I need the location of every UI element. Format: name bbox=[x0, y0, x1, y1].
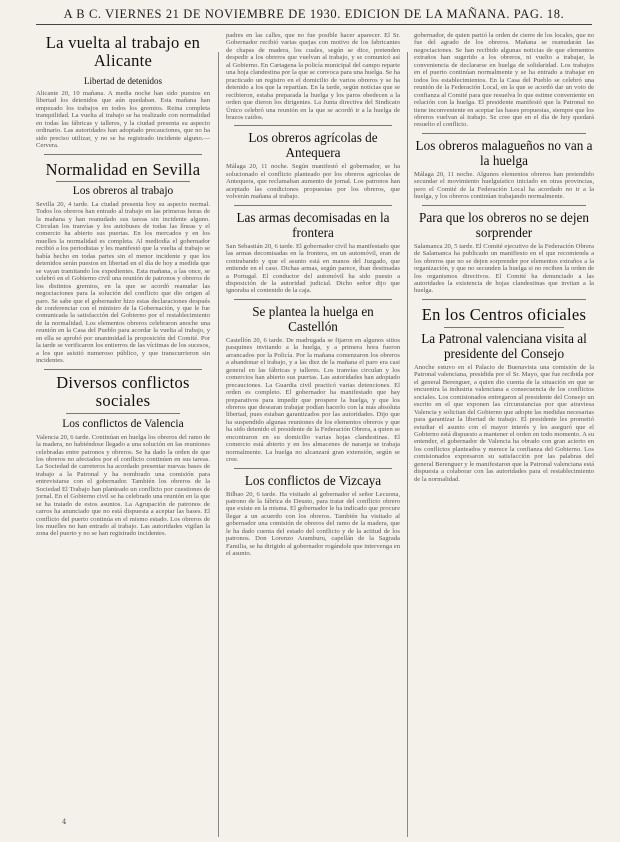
castellon-headline: Se plantea la huelga en Castellón bbox=[252, 303, 374, 334]
divider bbox=[234, 468, 392, 469]
diversos-headline: Diversos conflictos sociales bbox=[56, 372, 190, 410]
sevilla-article: Sevilla 20, 4 tarde. La ciudad presenta hoy su aspecto normal. Todos los obreros han entrado al trabajo en las primeras horas de la mañana y han reanudado sus tareas sin incidente alguno. Circulan los tranvías y los autobuses de todas las líneas y el comercio ha abierto sus puertas. En los mercados y en los muelles la normalidad es completa. Al mediodía el gobernador recibió a los periodistas y les manifestó que la vuelta al trabajo se había hecho en todas partes sin el menor incidente y que los detenidos serán puestos en libertad en el día de hoy a medida que se vayan tramitando los expedientes. Esta mañana, a las once, se celebró en el Gobierno civil una reunión de patronos y obreros de los distintos gremios, en la que se acordó reanudar las negociaciones para la solución del conflicto que dio origen al paro. Se sabe que el gobernador hizo estas declaraciones después de conferenciar con el ministro de la Gobernación, y que le fue comunicada la satisfacción del Gobierno por el restablecimiento de la normalidad. Los elementos obreros celebraron anoche una reunión en la Casa del Pueblo para acordar la vuelta al trabajo, y en ella se aprobó por unanimidad la proposición del Comité. Por la tarde se verificaron los entierros de las víctimas de los sucesos, a los que asistió numeroso público, y que transcurrieron sin incidentes. bbox=[36, 200, 210, 365]
page-header: A B C. VIERNES 21 DE NOVIEMBRE DE 1930. EDICION DE LA MAÑANA. PAG. 18. bbox=[36, 4, 592, 25]
patronal-article: Anoche estuvo en el Palacio de Buenavista una comisión de la Patronal valenciana, presidida por el Sr. Mayo, que fue recibida por el general Berenguer, a quien dio cuenta de la situación en que se encuentra la industria valenciana a consecuencia de los conflictos sociales. Los comisionados entregaron al presidente del Consejo un escrito en el que exponen las circunstancias por que atraviesa Valencia y solicitan del Gobierno que adopte las medidas necesarias para garantizar la libertad de trabajo. El presidente les prometió estudiar el asunto con el mayor interés y les aseguró que el Gobierno está dispuesto a mantener el orden en todo momento. A su entender, el gobernador de Valencia ha obrado con gran acierto en los conflictos planteados y merece la confianza del Gobierno. Los comisionados expresaron su satisfacción por las palabras del general Berenguer y le manifestaron que la Patronal valenciana está dispuesta a colaborar con las autoridades para el restablecimiento de la normalidad. bbox=[414, 363, 594, 483]
divider bbox=[56, 181, 190, 182]
castellon-article: Castellón 20, 6 tarde. De madrugada se fijaron en algunos sitios pasquines invitando a la huelga, y a primera hora fueron arrancados por la Policía. Por la mañana comenzaron los obreros a abandonar el trabajo, y a las diez de la mañana el paro era casi general en las fábricas y talleres. Los tranvías circulan y los comercios han abierto sus puertas. Las autoridades han adoptado precauciones. La Guardia civil practicó varias detenciones. El orden es completo. El gobernador ha manifestado que hay preparativos para impedir que prospere la huelga, y que los obreros que desearan trabajar podían hacerlo con la más absoluta libertad, pues estaban garantizados por las autoridades. Dijo que ha suspendido algunas reuniones de los elementos obreros y que ha sido detenido el presidente de la Federación Obrera, a quien se encontraron en su domicilio varias hojas clandestinas. El comercio está abierto y en los almacenes de naranja se trabaja normalmente. La huelga no alcanzará gran extensión, según se cree. bbox=[226, 336, 400, 464]
alicante-subhead: Libertad de detenidos bbox=[84, 76, 162, 86]
divider bbox=[422, 133, 586, 134]
divider bbox=[66, 413, 180, 414]
divider bbox=[234, 205, 392, 206]
valencia-article: Valencia 20, 6 tarde. Continúan en huelga los obreros del ramo de la madera, no habiéndose llegado a una solución en las reuniones celebradas entre patronos y obreros. Se ha dado la orden de que los obreros no afectados por el conflicto continúen en sus tareas. La Sociedad de carreteros ha acordado presentar nuevas bases de trabajo a la Patronal y ha nombrado una comisión para entrevistarse con el gobernador. También los obreros de la Sociedad El Trabajo han planteado un conflicto por cuestiones de jornal. En el Gobierno civil se ha celebrado una reunión en la que se ha tratado de estos asuntos. La Agrupación de patronos de carros ha anunciado que no está dispuesta a aceptar las bases. El conflicto del puerto continúa en el mismo estado. Los obreros de los muelles no han entrado al trabajo. Las autoridades vigilan la zona del puerto y no se han registrado incidentes. bbox=[36, 433, 210, 538]
malaga-article: Málaga 20, 11 noche. Algunos elementos obreros han pretendido secundar el movimiento huelguístico iniciado en otras provincias, pero el Comité de la Federación Local ha acordado no ir a la huelga, y los obreros continúan trabajando normalmente. bbox=[414, 170, 594, 201]
continuation-article: padres en las calles, que no fue posible hacer aparecer. El Sr. Gobernador recibió varias quejas con motivo de los fabricantes de chapas de madera, los cuales, según se dice, pretenden despedir a los obreros que vuelvan al trabajo, y se comunicó así al Gobierno. En Cartagena la policía municipal del campo reparte una hoja clandestina por la que se convoca para una huelga. Se ha practicado un registro en el domicilio de varios obreros y se ha detenido a los que la repartían. En la tarde, según noticias que se recibieron, estaba preparada la huelga y los paros obedecen a la orden que dieron los dirigentes. La Junta directiva del Sindicato Único celebró una reunión en la que se acordó ir a la huelga de brazos caídos. bbox=[226, 32, 400, 121]
divider bbox=[422, 299, 586, 300]
page-mark: 4 bbox=[62, 818, 67, 826]
continuation-article: gobernador, de quien partió la orden de cierre de los locales, que no fue del agrado de los obreros. Mañana se reanudarán las negociaciones. Se han recibido algunas noticias de que elementos extraños han sugerido a los obreros, ni vuelto a trabajar, la conveniencia de declararse en huelga de solidaridad. Los trabajos en el puerto continúan normalmente y se ha entrado a trabajar en todos los establecimientos. En la Casa del Pueblo se celebró una reunión de la Federación Local, en la que se acordó dar un voto de confianza al Comité para que resuelva lo que estime conveniente en relación con la huelga. El presidente manifestó que la Patronal no tiene inconveniente en aceptar las bases propuestas, siempre que los obreros vuelvan al trabajo. Se cree que en el día de hoy quedará resuelto el conflicto. bbox=[414, 32, 594, 129]
sorprender-headline: Para que los obreros no se dejen sorprender bbox=[419, 209, 589, 240]
alicante-headline: La vuelta al trabajo en Alicante bbox=[45, 33, 201, 70]
divider bbox=[234, 299, 392, 300]
malaga-headline: Los obreros malagueños no van a la huelga bbox=[415, 137, 593, 168]
sorprender-article: Salamanca 20, 5 tarde. El Comité ejecutivo de la Federación Obrera de Salamanca ha publicado un manifiesto en el que recomienda a los obreros que no se dejen sorprender por elementos extraños a la organización, y que no secunden la huelga si no reciben la orden de los organismos directivos. El Comité ha denunciado a las autoridades la existencia de hojas clandestinas que invitan a la huelga. bbox=[414, 242, 594, 295]
column-middle bbox=[226, 30, 400, 830]
antequera-headline: Los obreros agrícolas de Antequera bbox=[248, 130, 378, 161]
column-rule bbox=[218, 52, 219, 837]
valencia-subhead: Los conflictos de Valencia bbox=[62, 417, 184, 430]
column-right bbox=[414, 30, 594, 830]
divider bbox=[444, 327, 564, 328]
armas-article: San Sebastián 20, 6 tarde. El gobernador civil ha manifestado que las armas decomisadas en la frontera, en un automóvil, eran de contrabando y que el asunto está en manos del Juzgado, que entiende en el caso. Dichas armas, según parece, iban destinadas a Portugal. El conductor del automóvil ha sido puesto a disposición de la autoridad judicial. Dicho señor dijo que ignoraba el contenido de la caja. bbox=[226, 242, 400, 295]
armas-headline: Las armas decomisadas en la frontera bbox=[236, 209, 390, 240]
divider bbox=[422, 205, 586, 206]
divider bbox=[44, 369, 202, 370]
sevilla-subhead: Los obreros al trabajo bbox=[72, 184, 174, 197]
divider bbox=[234, 125, 392, 126]
divider bbox=[44, 154, 202, 155]
column-left bbox=[36, 30, 210, 830]
alicante-article: Alicante 20, 10 mañana. A media noche han sido puestos en libertad los detenidos que aún quedaban. Esta mañana han empezado los trabajos en todos los gremios. Reina completa tranquilidad. La vuelta al trabajo se ha realizado con normalidad en todas las fábricas y talleres, y la ciudad presenta su aspecto ordinario. Las autoridades han adoptado precauciones, que no ha sido preciso utilizar, y no se ha registrado incidente alguno.—Cervera. bbox=[36, 90, 210, 150]
column-rule bbox=[407, 52, 408, 837]
vizcaya-headline: Los conflictos de Vizcaya bbox=[244, 472, 382, 488]
vizcaya-article: Bilbao 20, 6 tarde. Ha visitado al gobernador el señor Lecuona, patrono de la fábrica de Deusto, para tratar del conflicto obrero que existe en la misma. El gobernador le ha indicado que procure llegar a un acuerdo con los obreros. También ha visitado al gobernador una comisión de obreros del ramo de la madera, que le ha dado cuenta del estado del conflicto y de la actitud de los patronos. Don Lorenzo Aramburu, capellán de la Sagrada Familia, se ha dirigido al gobernador rogándole que intervenga en el asunto. bbox=[226, 490, 400, 558]
antequera-article: Málaga 20, 11 noche. Según manifestó el gobernador, se ha solucionado el conflicto planteado por los obreros agrícolas de Antequera, que reclamaban aumento de jornal. Los patronos han aceptado las condiciones propuestas por los obreros, que volverán mañana al trabajo. bbox=[226, 163, 400, 201]
patronal-headline: La Patronal valenciana visita al presidente del Consejo bbox=[421, 330, 587, 361]
sevilla-headline: Normalidad en Sevilla bbox=[45, 159, 201, 179]
centros-headline: En los Centros oficiales bbox=[421, 304, 587, 324]
